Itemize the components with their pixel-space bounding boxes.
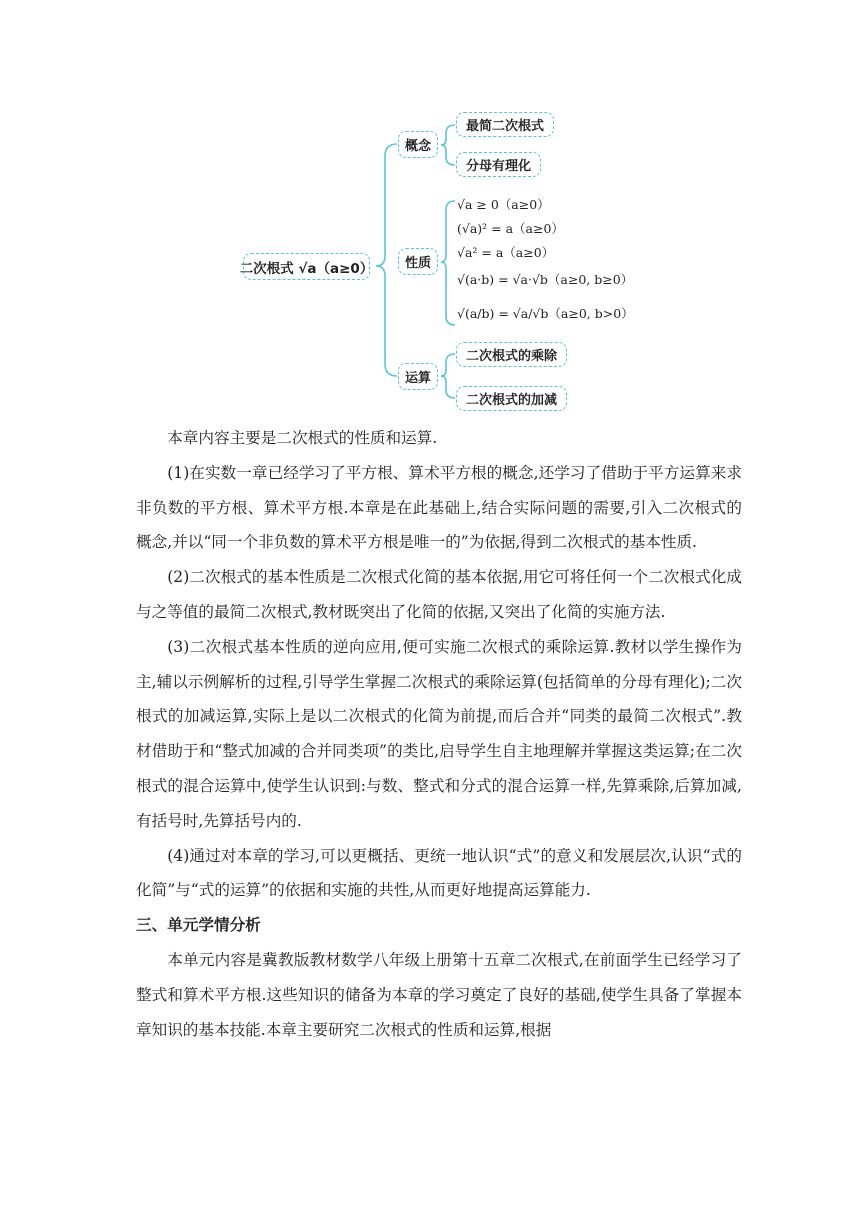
property-formula: √(a·b) = √a·√b（a≥0, b≥0） bbox=[457, 272, 634, 287]
paragraph-3: (3)二次根式基本性质的逆向应用,便可实施二次根式的乘除运算.教材以学生操作为主,辅以示例解析的过程,引导学生掌握二次根式的乘除运算(包括简单的分母有理化);二次根式的加减运算,实际上是以二次根式的化简为前提,而后合并“同类的最简二次根式”.教材借助于和“整式加减的合并同类项”的类比,启导学生自主地理解并掌握这类运算;在二次根式的混合运算中,使学生认识到:与数、整式和分式的混合运算一样,先算乘除,后算加减,有括号时,先算括号内的. bbox=[136, 637, 742, 830]
section-heading: 三、单元学情分析 bbox=[136, 916, 261, 935]
node-simplest-radical: 最简二次根式 bbox=[456, 112, 554, 137]
paragraph-2: (2)二次根式的基本性质是二次根式化简的基本依据,用它可将任何一个二次根式化成与之等值的最简二次根式,教材既突出了化简的依据,又突出了化简的实施方法. bbox=[136, 568, 742, 621]
property-brace bbox=[441, 201, 455, 325]
mind-map bbox=[0, 0, 860, 420]
operation-brace bbox=[441, 354, 455, 398]
node-rationalize-denominator: 分母有理化 bbox=[456, 152, 541, 177]
property-formula: √a² = a（a≥0） bbox=[457, 245, 555, 260]
paragraph-1: (1)在实数一章已经学习了平方根、算术平方根的概念,还学习了借助于平方运算来求非负数的平方根、算术平方根.本章是在此基础上,结合实际问题的需要,引入二次根式的概念,并以“同一个非负数的算术平方根是唯一的”为依据,得到二次根式的基本性质. bbox=[136, 463, 742, 552]
property-formula: √(a/b) = √a/√b（a≥0, b>0） bbox=[457, 306, 634, 321]
paragraph-5: 本单元内容是冀教版教材数学八年级上册第十五章二次根式,在前面学生已经学习了整式和算术平方根.这些知识的储备为本章的学习奠定了良好的基础,使学生具备了掌握本章知识的基本技能.本章主要研究二次根式的性质和运算,根据 bbox=[136, 950, 742, 1039]
concept-brace bbox=[441, 125, 455, 165]
property-formula: √a ≥ 0（a≥0） bbox=[457, 197, 550, 212]
mind-map-connectors bbox=[0, 0, 860, 420]
body-text bbox=[136, 421, 742, 1047]
node-add-subtract: 二次根式的加减 bbox=[456, 386, 567, 411]
branch-operation: 运算 bbox=[398, 363, 438, 390]
paragraph-4: (4)通过对本章的学习,可以更概括、更统一地认识“式”的意义和发展层次,认识“式的化简”与“式的运算”的依据和实施的共性,从而更好地提高运算能力. bbox=[136, 846, 742, 900]
root-node: 二次根式 √a（a≥0） bbox=[243, 253, 370, 280]
property-formula: (√a)² = a（a≥0） bbox=[457, 221, 564, 236]
main-brace bbox=[376, 144, 397, 376]
branch-concept: 概念 bbox=[398, 131, 438, 158]
paragraph-intro: 本章内容主要是二次根式的性质和运算. bbox=[167, 429, 438, 447]
branch-property: 性质 bbox=[398, 248, 438, 275]
node-multiply-divide: 二次根式的乘除 bbox=[456, 342, 567, 367]
